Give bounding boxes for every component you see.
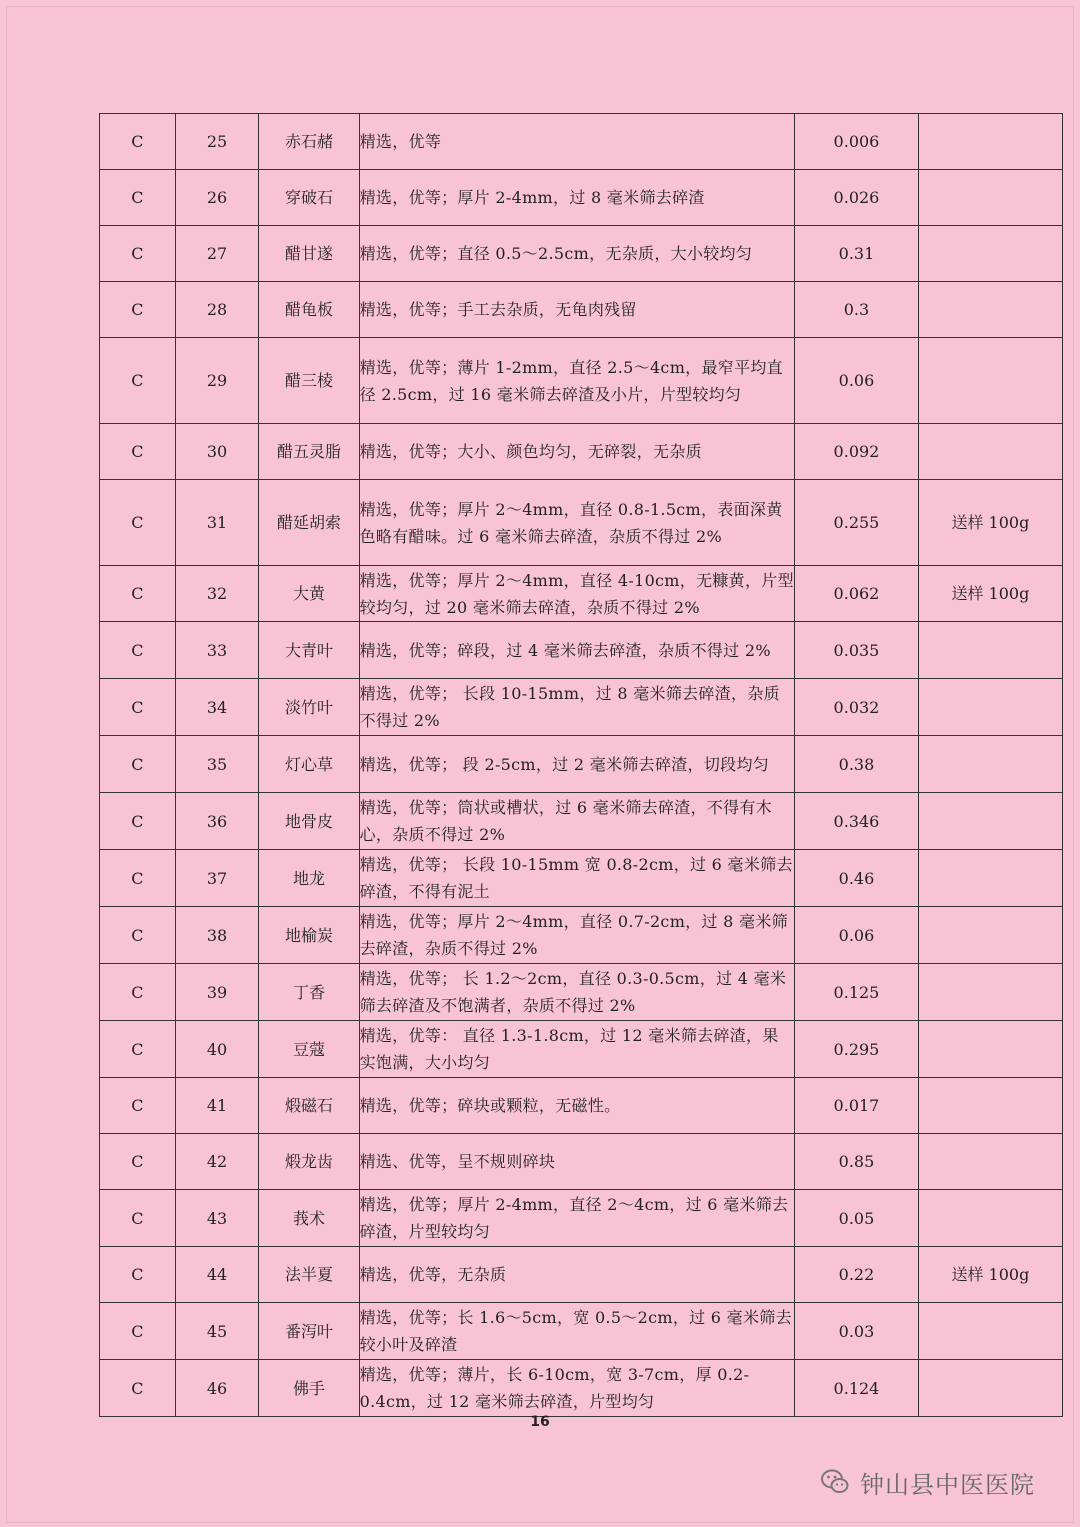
cell-cat: C <box>100 850 176 907</box>
wechat-icon <box>820 1467 850 1497</box>
cell-num: 45 <box>175 1303 259 1360</box>
cell-req: 精选，优等； 长 1.2～2cm，直径 0.3-0.5cm，过 4 毫米筛去碎渣及不饱满者，杂质不得过 2% <box>359 964 794 1021</box>
cell-name: 醋五灵脂 <box>259 424 359 480</box>
cell-cat: C <box>100 480 176 566</box>
cell-name: 地骨皮 <box>259 793 359 850</box>
cell-name: 大青叶 <box>259 622 359 679</box>
cell-num: 26 <box>175 170 259 226</box>
table-row <box>100 964 1063 1021</box>
table-row <box>100 850 1063 907</box>
cell-note <box>918 282 1062 338</box>
cell-note <box>918 1021 1062 1078</box>
cell-name: 地龙 <box>259 850 359 907</box>
cell-num: 46 <box>175 1360 259 1417</box>
cell-price: 0.3 <box>795 282 919 338</box>
cell-name: 法半夏 <box>259 1247 359 1303</box>
cell-note <box>918 1078 1062 1134</box>
cell-price: 0.295 <box>795 1021 919 1078</box>
cell-name: 穿破石 <box>259 170 359 226</box>
table-row <box>100 424 1063 480</box>
cell-name: 煅磁石 <box>259 1078 359 1134</box>
cell-num: 27 <box>175 226 259 282</box>
cell-cat: C <box>100 282 176 338</box>
cell-note <box>918 850 1062 907</box>
cell-num: 30 <box>175 424 259 480</box>
cell-cat: C <box>100 1360 176 1417</box>
cell-note <box>918 1360 1062 1417</box>
cell-num: 39 <box>175 964 259 1021</box>
cell-name: 煅龙齿 <box>259 1134 359 1190</box>
cell-note <box>918 338 1062 424</box>
cell-name: 丁香 <box>259 964 359 1021</box>
cell-note <box>918 114 1062 170</box>
cell-name: 莪术 <box>259 1190 359 1247</box>
cell-note <box>918 679 1062 736</box>
cell-price: 0.85 <box>795 1134 919 1190</box>
cell-num: 38 <box>175 907 259 964</box>
page-number: 16 <box>530 1414 550 1430</box>
cell-name: 番泻叶 <box>259 1303 359 1360</box>
cell-price: 0.22 <box>795 1247 919 1303</box>
cell-note <box>918 1190 1062 1247</box>
cell-cat: C <box>100 679 176 736</box>
cell-price: 0.38 <box>795 736 919 793</box>
cell-cat: C <box>100 170 176 226</box>
cell-note: 送样 100g <box>918 566 1062 622</box>
cell-num: 37 <box>175 850 259 907</box>
cell-req: 精选，优等；薄片 1-2mm，直径 2.5～4cm，最窄平均直径 2.5cm，过 16 毫米筛去碎渣及小片，片型较均匀 <box>359 338 794 424</box>
cell-price: 0.255 <box>795 480 919 566</box>
cell-cat: C <box>100 338 176 424</box>
cell-req: 精选，优等 <box>359 114 794 170</box>
document-page <box>6 6 1074 1523</box>
cell-price: 0.062 <box>795 566 919 622</box>
cell-req: 精选，优等；大小、颜色均匀，无碎裂，无杂质 <box>359 424 794 480</box>
cell-price: 0.017 <box>795 1078 919 1134</box>
cell-req: 精选，优等，无杂质 <box>359 1247 794 1303</box>
cell-name: 淡竹叶 <box>259 679 359 736</box>
cell-name: 醋三棱 <box>259 338 359 424</box>
cell-name: 地榆炭 <box>259 907 359 964</box>
table-row <box>100 1021 1063 1078</box>
cell-num: 34 <box>175 679 259 736</box>
cell-num: 32 <box>175 566 259 622</box>
herb-spec-table <box>99 113 1063 1417</box>
cell-req: 精选，优等； 长段 10-15mm 宽 0.8-2cm，过 6 毫米筛去碎渣，不得有泥土 <box>359 850 794 907</box>
table-row <box>100 170 1063 226</box>
cell-req: 精选，优等；碎段，过 4 毫米筛去碎渣，杂质不得过 2% <box>359 622 794 679</box>
cell-note <box>918 736 1062 793</box>
cell-name: 赤石赭 <box>259 114 359 170</box>
table-row <box>100 1360 1063 1417</box>
table-row <box>100 622 1063 679</box>
table-row <box>100 226 1063 282</box>
cell-price: 0.026 <box>795 170 919 226</box>
cell-price: 0.092 <box>795 424 919 480</box>
cell-req: 精选，优等；筒状或槽状，过 6 毫米筛去碎渣，不得有木心，杂质不得过 2% <box>359 793 794 850</box>
cell-cat: C <box>100 1134 176 1190</box>
cell-cat: C <box>100 1247 176 1303</box>
table-row <box>100 1303 1063 1360</box>
cell-price: 0.06 <box>795 907 919 964</box>
cell-name: 醋延胡索 <box>259 480 359 566</box>
cell-cat: C <box>100 622 176 679</box>
cell-price: 0.03 <box>795 1303 919 1360</box>
cell-note <box>918 424 1062 480</box>
cell-req: 精选，优等；薄片，长 6-10cm，宽 3-7cm，厚 0.2-0.4cm，过 12 毫米筛去碎渣，片型均匀 <box>359 1360 794 1417</box>
cell-req: 精选，优等；厚片 2～4mm，直径 4-10cm，无糠黄，片型较均匀，过 20 毫米筛去碎渣，杂质不得过 2% <box>359 566 794 622</box>
cell-cat: C <box>100 226 176 282</box>
cell-name: 灯心草 <box>259 736 359 793</box>
cell-name: 豆蔻 <box>259 1021 359 1078</box>
cell-cat: C <box>100 736 176 793</box>
cell-price: 0.125 <box>795 964 919 1021</box>
cell-cat: C <box>100 566 176 622</box>
cell-cat: C <box>100 424 176 480</box>
cell-price: 0.006 <box>795 114 919 170</box>
cell-note <box>918 907 1062 964</box>
table-row <box>100 679 1063 736</box>
footer-brand: 钟山县中医医院 <box>860 1470 1035 1499</box>
cell-name: 醋甘遂 <box>259 226 359 282</box>
table-row <box>100 907 1063 964</box>
table-row <box>100 1078 1063 1134</box>
table-row <box>100 793 1063 850</box>
cell-cat: C <box>100 964 176 1021</box>
cell-req: 精选，优等； 段 2-5cm，过 2 毫米筛去碎渣，切段均匀 <box>359 736 794 793</box>
cell-price: 0.31 <box>795 226 919 282</box>
cell-num: 41 <box>175 1078 259 1134</box>
table-row <box>100 114 1063 170</box>
cell-note <box>918 622 1062 679</box>
table-row <box>100 566 1063 622</box>
cell-num: 33 <box>175 622 259 679</box>
table-body <box>100 114 1063 1417</box>
table-row <box>100 338 1063 424</box>
cell-req: 精选，优等； 长段 10-15mm，过 8 毫米筛去碎渣，杂质不得过 2% <box>359 679 794 736</box>
cell-price: 0.124 <box>795 1360 919 1417</box>
cell-cat: C <box>100 1303 176 1360</box>
cell-name: 大黄 <box>259 566 359 622</box>
cell-price: 0.346 <box>795 793 919 850</box>
cell-price: 0.032 <box>795 679 919 736</box>
cell-price: 0.035 <box>795 622 919 679</box>
cell-cat: C <box>100 793 176 850</box>
table-row <box>100 1190 1063 1247</box>
cell-num: 43 <box>175 1190 259 1247</box>
table-row <box>100 1134 1063 1190</box>
cell-price: 0.05 <box>795 1190 919 1247</box>
cell-num: 44 <box>175 1247 259 1303</box>
cell-cat: C <box>100 1190 176 1247</box>
cell-req: 精选，优等；碎块或颗粒，无磁性。 <box>359 1078 794 1134</box>
cell-note <box>918 170 1062 226</box>
table-row <box>100 282 1063 338</box>
cell-num: 40 <box>175 1021 259 1078</box>
cell-cat: C <box>100 114 176 170</box>
cell-note <box>918 1303 1062 1360</box>
cell-num: 35 <box>175 736 259 793</box>
cell-req: 精选，优等；厚片 2-4mm，过 8 毫米筛去碎渣 <box>359 170 794 226</box>
cell-note <box>918 226 1062 282</box>
cell-num: 42 <box>175 1134 259 1190</box>
cell-name: 醋龟板 <box>259 282 359 338</box>
cell-req: 精选，优等；厚片 2～4mm，直径 0.7-2cm，过 8 毫米筛去碎渣，杂质不得过 2% <box>359 907 794 964</box>
cell-num: 28 <box>175 282 259 338</box>
cell-req: 精选，优等；直径 0.5～2.5cm，无杂质，大小较均匀 <box>359 226 794 282</box>
cell-req: 精选，优等；厚片 2-4mm，直径 2～4cm，过 6 毫米筛去碎渣，片型较均匀 <box>359 1190 794 1247</box>
cell-req: 精选，优等；手工去杂质，无龟肉残留 <box>359 282 794 338</box>
cell-note <box>918 793 1062 850</box>
cell-note <box>918 964 1062 1021</box>
footer-watermark <box>820 1462 1035 1502</box>
cell-req: 精选，优等；厚片 2～4mm，直径 0.8-1.5cm，表面深黄色略有醋味。过 6 毫米筛去碎渣，杂质不得过 2% <box>359 480 794 566</box>
cell-note: 送样 100g <box>918 1247 1062 1303</box>
cell-num: 31 <box>175 480 259 566</box>
cell-cat: C <box>100 907 176 964</box>
cell-price: 0.46 <box>795 850 919 907</box>
cell-num: 36 <box>175 793 259 850</box>
cell-note <box>918 1134 1062 1190</box>
cell-note: 送样 100g <box>918 480 1062 566</box>
cell-cat: C <box>100 1078 176 1134</box>
cell-cat: C <box>100 1021 176 1078</box>
cell-req: 精选、优等，呈不规则碎块 <box>359 1134 794 1190</box>
table-row <box>100 480 1063 566</box>
cell-num: 29 <box>175 338 259 424</box>
cell-num: 25 <box>175 114 259 170</box>
table-row <box>100 1247 1063 1303</box>
cell-price: 0.06 <box>795 338 919 424</box>
table-row <box>100 736 1063 793</box>
cell-name: 佛手 <box>259 1360 359 1417</box>
cell-req: 精选，优等： 直径 1.3-1.8cm，过 12 毫米筛去碎渣，果实饱满，大小均匀 <box>359 1021 794 1078</box>
cell-req: 精选，优等；长 1.6～5cm，宽 0.5～2cm，过 6 毫米筛去较小叶及碎渣 <box>359 1303 794 1360</box>
